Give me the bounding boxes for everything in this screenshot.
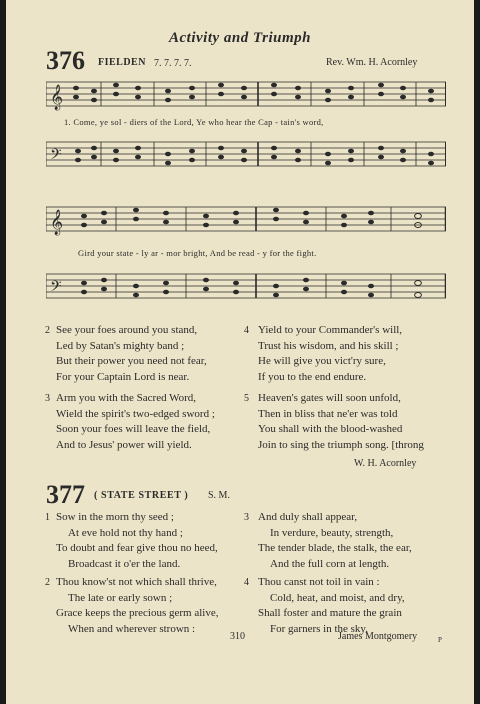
hymn-377-verse-1: [56, 510, 218, 572]
verse-line: If you to the end endure.: [258, 370, 367, 383]
verse-line: But their power you need not fear,: [56, 355, 207, 367]
hymn-376-author: Rev. Wm. H. Acornley: [326, 57, 418, 68]
hymnal-page: [6, 0, 474, 704]
verse-line: Grace keeps the precious germ alive,: [56, 607, 219, 619]
verse-line: Led by Satan's mighty band ;: [56, 339, 185, 352]
hymn-376-underlay-2: Gird your state - ly ar - mor bright, And be read - y for the fight.: [78, 248, 317, 258]
verse-number: 3: [45, 393, 50, 404]
verse-line: Join to sing the triumph song. [throng: [258, 438, 424, 451]
verse-line: And duly shall appear,: [258, 511, 358, 523]
verse-line: At eve hold not thy hand ;: [68, 526, 183, 539]
verse-number: 4: [244, 577, 249, 588]
verse-line: Broadcast it o'er the land.: [68, 557, 181, 570]
music-staff-treble-1: [46, 80, 446, 114]
hymn-377-verse-4: [258, 575, 405, 637]
verse-line: Arm you with the Sacred Word,: [56, 392, 197, 404]
hymn-377-verse-2: [56, 575, 218, 637]
hymn-376-verse-2: [56, 323, 207, 385]
verse-line: Then in bliss that ne'er was told: [258, 407, 398, 420]
svg-text:𝄢: 𝄢: [50, 146, 62, 166]
hymn-376-verse-5: [258, 391, 424, 453]
hymn-376-meter: 7. 7. 7. 7.: [154, 58, 192, 69]
hymn-377-attribution: James Montgomery: [338, 631, 418, 642]
verse-line: Thou know'st not which shall thrive,: [56, 576, 217, 588]
svg-text:𝄞: 𝄞: [50, 209, 64, 234]
verse-number: 2: [45, 577, 50, 588]
music-staff-bass-2: [46, 270, 446, 304]
verse-line: Thou canst not toil in vain :: [258, 576, 380, 588]
music-staff-treble-2: [46, 205, 446, 239]
svg-text:𝄞: 𝄞: [50, 84, 64, 109]
hymn-376-underlay-1: 1. Come, ye sol - diers of the Lord, Ye who hear the Cap - tain's word,: [64, 117, 324, 127]
verse-number: 2: [45, 325, 50, 336]
verse-line: You shall with the blood-washed: [258, 423, 403, 435]
verse-line: Wield the spirit's two-edged sword ;: [56, 407, 215, 420]
verse-line: When and wherever strown :: [68, 622, 196, 635]
verse-number: 4: [244, 325, 249, 336]
hymn-376-attribution: W. H. Acornley: [354, 458, 417, 469]
verse-line: Cold, heat, and moist, and dry,: [270, 591, 405, 604]
hymn-377-meter: S. M.: [208, 490, 230, 501]
hymn-376-verse-4: [258, 323, 402, 385]
verse-line: Shall foster and mature the grain: [258, 607, 402, 619]
section-title: Activity and Triumph: [169, 30, 311, 46]
verse-line: And the full corn at length.: [270, 557, 390, 570]
verse-line: To doubt and fear give thou no heed,: [56, 542, 218, 554]
hymn-376-tune: FIELDEN: [98, 57, 146, 68]
verse-line: Sow in the morn thy seed ;: [56, 511, 174, 523]
verse-line: The late or early sown ;: [68, 591, 173, 604]
verse-line: See your foes around you stand,: [56, 324, 198, 336]
verse-line: Soon your foes will leave the field,: [56, 423, 211, 435]
verse-line: And to Jesus' power will yield.: [56, 438, 192, 451]
hymn-377-tune: ( STATE STREET ): [94, 490, 189, 501]
verse-line: For garners in the sky.: [270, 622, 368, 635]
page-number: 310: [230, 631, 245, 642]
verse-line: Yield to your Commander's will,: [258, 324, 403, 336]
hymn-376-number: 376: [46, 46, 85, 75]
verse-number: 1: [45, 512, 50, 523]
verse-line: For your Captain Lord is near.: [56, 370, 190, 383]
hymn-376-verse-3: [56, 391, 215, 453]
verse-line: Trust his wisdom, and his skill ;: [258, 339, 399, 352]
verse-line: Heaven's gates will soon unfold,: [258, 392, 401, 404]
hymn-377-number: 377: [46, 480, 85, 509]
verse-number: 5: [244, 393, 249, 404]
verse-line: The tender blade, the stalk, the ear,: [258, 542, 412, 554]
hymn-377-verse-3: [258, 510, 412, 572]
verse-line: In verdure, beauty, strength,: [270, 526, 394, 539]
verse-number: 3: [244, 512, 249, 523]
music-staff-bass-1: [46, 138, 446, 172]
printer-mark: P: [438, 636, 442, 644]
verse-line: He will give you vict'ry sure,: [258, 355, 386, 367]
svg-text:𝄢: 𝄢: [50, 278, 62, 298]
